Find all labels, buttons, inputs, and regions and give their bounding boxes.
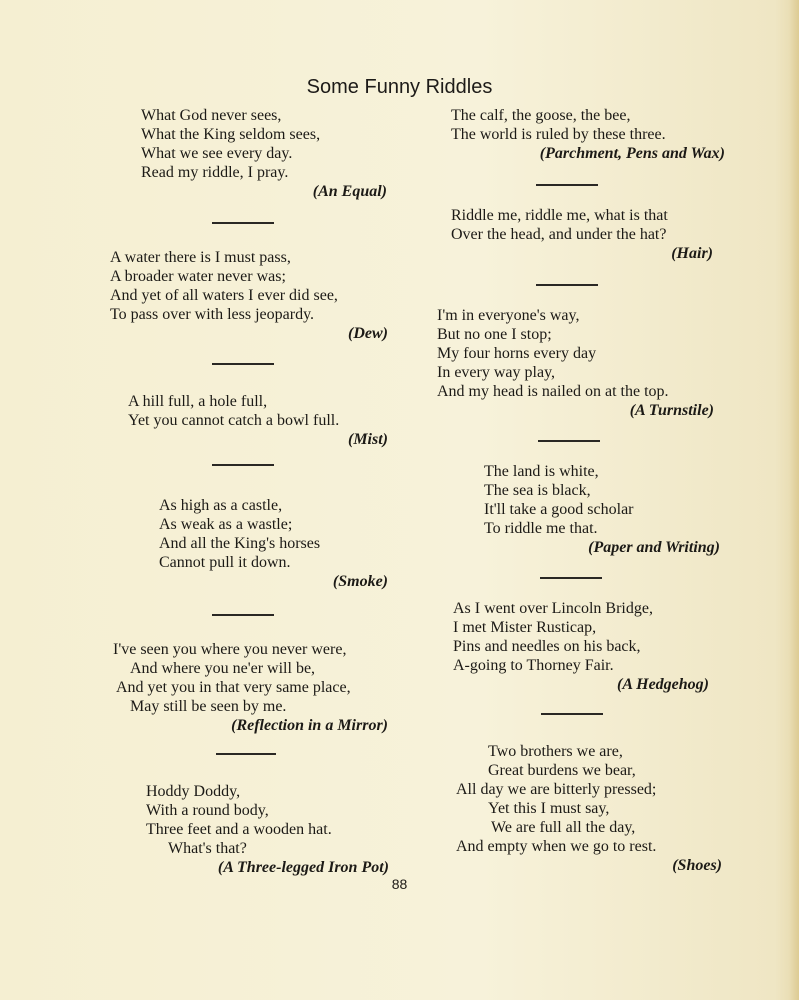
riddle-line: Great burdens we bear,: [488, 762, 636, 779]
riddle-line: A broader water never was;: [110, 268, 286, 285]
divider-rule: [212, 464, 274, 466]
riddle-answer: (A Hedgehog): [617, 676, 709, 693]
riddle-hedgehog: [453, 599, 709, 694]
riddle-line: Over the head, and under the hat?: [451, 226, 667, 243]
divider-rule: [536, 184, 598, 186]
riddle-line: As weak as a wastle;: [159, 516, 293, 533]
riddle-line: And my head is nailed on at the top.: [437, 383, 669, 400]
riddle-line: Three feet and a wooden hat.: [146, 821, 332, 838]
riddle-smoke: [159, 496, 388, 591]
riddle-line: The land is white,: [484, 463, 599, 480]
divider-rule: [541, 713, 603, 715]
riddle-answer: (Reflection in a Mirror): [231, 717, 388, 734]
divider-rule: [212, 614, 274, 616]
divider-rule: [212, 222, 274, 224]
divider-rule: [216, 753, 276, 755]
divider-rule: [538, 440, 600, 442]
riddle-answer: (An Equal): [312, 183, 387, 200]
divider-rule: [540, 577, 602, 579]
page-number: 88: [391, 876, 408, 892]
riddle-line: But no one I stop;: [437, 326, 552, 343]
riddle-line: What the King seldom sees,: [141, 126, 321, 143]
riddle-turnstile: [437, 306, 714, 420]
riddle-answer: (A Turnstile): [629, 402, 714, 419]
riddle-line: The calf, the goose, the bee,: [451, 107, 631, 124]
divider-rule: [212, 363, 274, 365]
riddle-line: What we see every day.: [141, 145, 293, 162]
riddle-answer: (Hair): [671, 245, 713, 262]
riddle-answer: (Dew): [348, 325, 388, 342]
riddle-line: In every way play,: [437, 364, 556, 381]
riddle-line: I've seen you where you never were,: [113, 641, 347, 658]
riddle-answer: (Parchment, Pens and Wax): [539, 145, 725, 162]
page-edge-shadow: [789, 0, 799, 1000]
riddle-shoes: [456, 742, 722, 875]
riddle-line: It'll take a good scholar: [484, 501, 634, 518]
riddle-line: To riddle me that.: [484, 520, 598, 537]
riddle-answer: (Shoes): [672, 857, 722, 874]
riddle-iron-pot: [146, 782, 389, 877]
riddle-line: May still be seen by me.: [130, 698, 287, 715]
riddle-line: I met Mister Rusticap,: [453, 619, 597, 636]
riddle-line: As I went over Lincoln Bridge,: [453, 600, 653, 617]
riddle-line: Two brothers we are,: [488, 743, 623, 760]
riddle-line: Riddle me, riddle me, what is that: [451, 207, 668, 224]
riddle-line: With a round body,: [146, 802, 269, 819]
divider-rule: [536, 284, 598, 286]
riddle-line: My four horns every day: [437, 345, 597, 362]
riddle-parchment: [451, 106, 725, 163]
riddle-answer: (Mist): [348, 431, 388, 448]
riddle-line: All day we are bitterly pressed;: [456, 781, 657, 798]
riddle-line: Pins and needles on his back,: [453, 638, 641, 655]
riddle-line: What's that?: [168, 840, 247, 857]
riddle-paper-writing: [484, 462, 720, 557]
riddle-line: To pass over with less jeopardy.: [110, 306, 315, 323]
riddle-reflection: [113, 640, 388, 735]
riddle-line: And where you ne'er will be,: [130, 660, 316, 677]
riddle-line: And yet you in that very same place,: [116, 679, 351, 696]
riddle-hair: [451, 206, 713, 263]
riddle-line: What God never sees,: [141, 107, 282, 124]
riddle-line: A hill full, a hole full,: [128, 393, 268, 410]
riddle-line: We are full all the day,: [491, 819, 636, 836]
riddle-mist: [128, 392, 388, 449]
riddle-an-equal: [141, 106, 387, 201]
riddle-line: Hoddy Doddy,: [146, 783, 241, 800]
riddle-answer: (Paper and Writing): [588, 539, 720, 556]
riddle-line: Yet you cannot catch a bowl full.: [128, 412, 340, 429]
riddle-line: Read my riddle, I pray.: [141, 164, 289, 181]
riddle-line: A water there is I must pass,: [110, 249, 291, 266]
riddle-line: Cannot pull it down.: [159, 554, 291, 571]
riddle-line: I'm in everyone's way,: [437, 307, 580, 324]
riddle-dew: [110, 248, 388, 343]
riddle-line: The world is ruled by these three.: [451, 126, 666, 143]
riddle-answer: (A Three-legged Iron Pot): [217, 859, 389, 876]
riddle-line: And all the King's horses: [159, 535, 321, 552]
riddle-line: A-going to Thorney Fair.: [453, 657, 614, 674]
riddle-line: And yet of all waters I ever did see,: [110, 287, 338, 304]
riddle-answer: (Smoke): [332, 573, 388, 590]
page-title: Some Funny Riddles: [306, 76, 493, 98]
riddle-line: The sea is black,: [484, 482, 591, 499]
riddle-line: Yet this I must say,: [488, 800, 610, 817]
riddle-line: And empty when we go to rest.: [456, 838, 657, 855]
riddle-line: As high as a castle,: [159, 497, 283, 514]
